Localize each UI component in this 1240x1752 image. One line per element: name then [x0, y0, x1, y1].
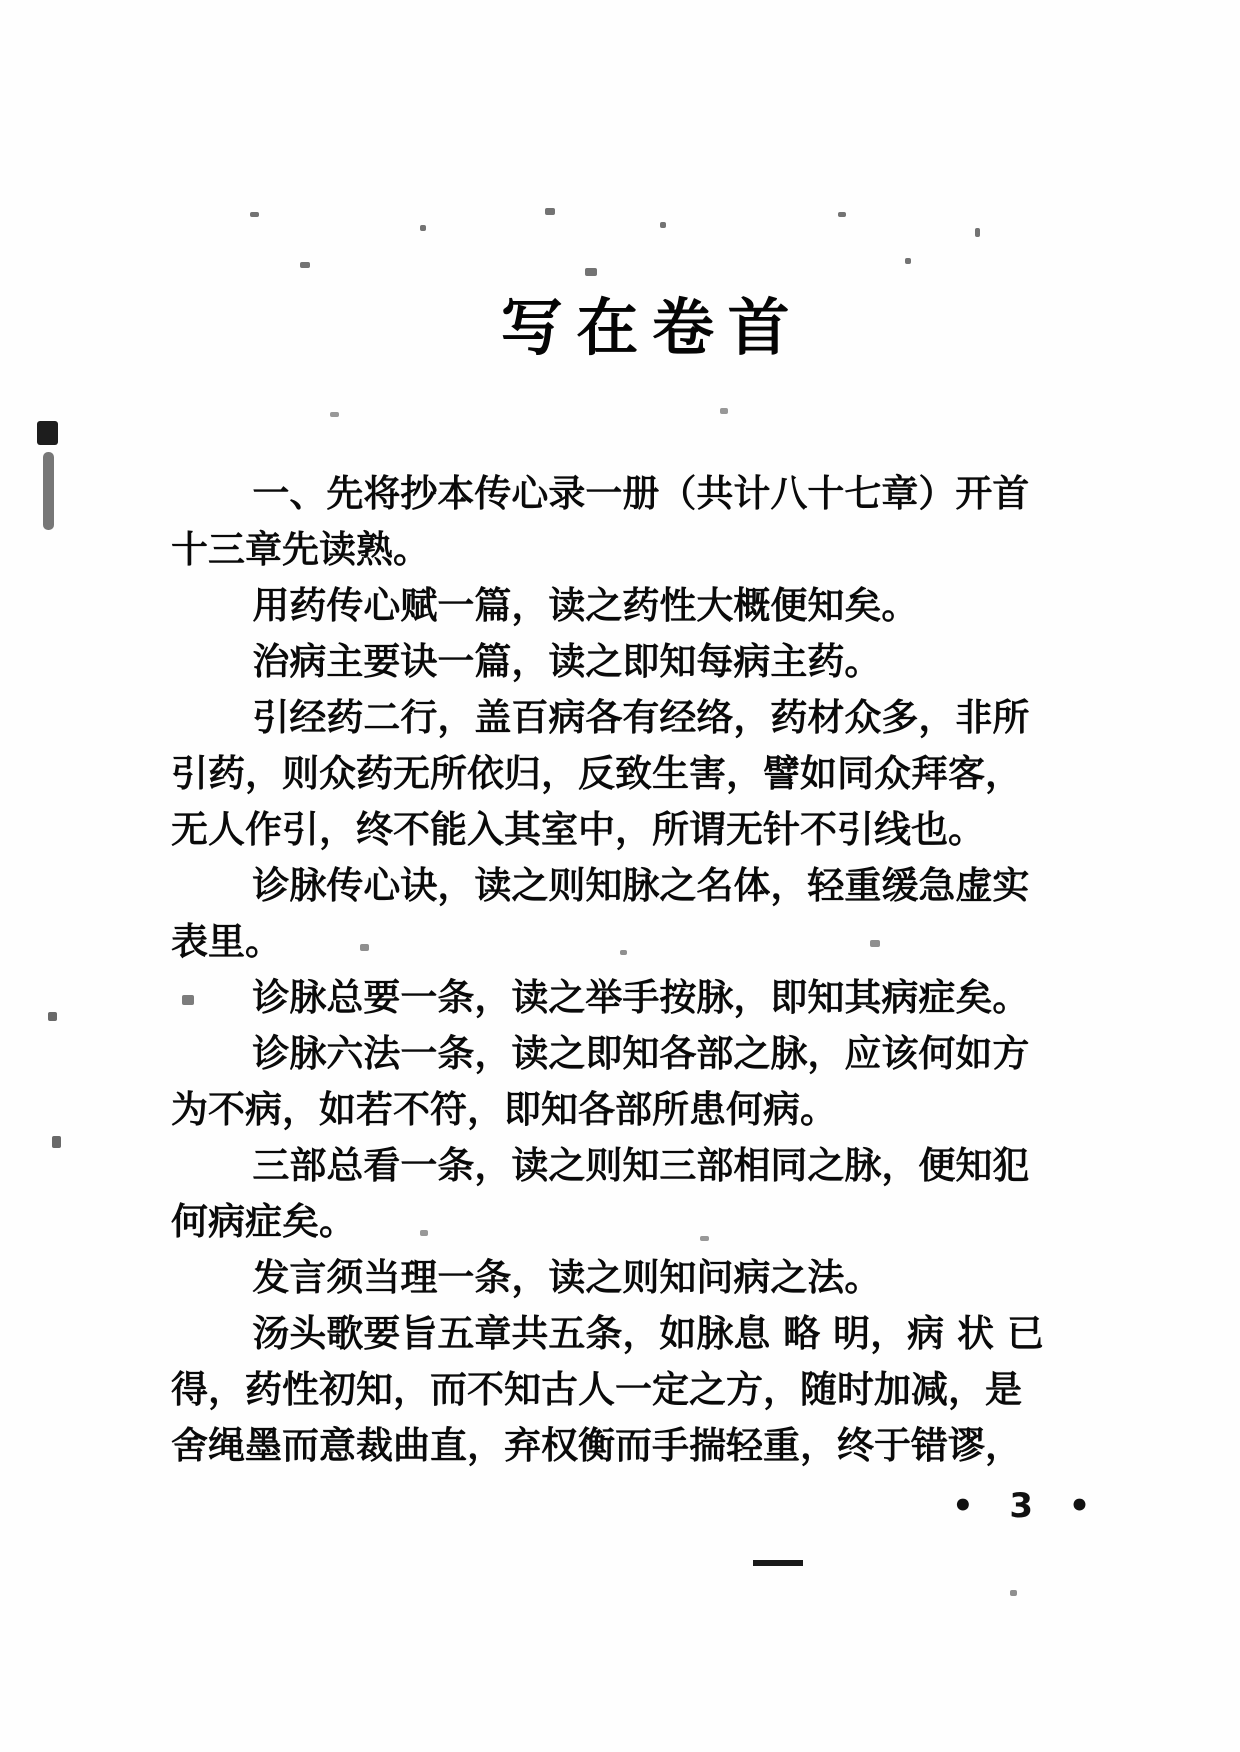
text-line: 舍绳墨而意裁曲直，弃权衡而手揣轻重，终于错谬， — [171, 1424, 1022, 1467]
scan-artifact — [48, 1012, 57, 1021]
scan-artifact — [250, 212, 259, 217]
scan-artifact — [420, 1230, 428, 1236]
scan-artifact — [620, 950, 627, 955]
scan-artifact — [1010, 1590, 1017, 1596]
text-line: 一、先将抄本传心录一册（共计八十七章）开首 — [252, 472, 1030, 515]
page-number: • 3 • — [952, 1486, 1103, 1526]
scan-artifact — [300, 262, 310, 268]
text-line: 为不病，如若不符，即知各部所患何病。 — [171, 1088, 837, 1131]
ink-smudge — [37, 421, 58, 445]
text-line: 诊脉传心诀，读之则知脉之名体，轻重缓急虚实 — [252, 864, 1030, 907]
scan-artifact — [838, 212, 846, 217]
text-line: 无人作引，终不能入其室中，所谓无针不引线也。 — [171, 808, 985, 851]
scan-artifact — [975, 228, 980, 237]
text-line: 表里。 — [171, 920, 282, 963]
text-line: 引经药二行，盖百病各有经络，药材众多，非所 — [252, 696, 1030, 739]
bottom-dash-mark — [753, 1560, 803, 1566]
scan-artifact — [720, 408, 728, 414]
ink-smudge — [43, 452, 54, 530]
scan-artifact — [545, 208, 555, 215]
text-line: 十三章先读熟。 — [171, 528, 430, 571]
scan-artifact — [182, 995, 194, 1005]
scan-artifact — [52, 1136, 61, 1148]
text-line: 何病症矣。 — [171, 1200, 356, 1243]
text-line: 诊脉总要一条，读之举手按脉，即知其病症矣。 — [252, 976, 1030, 1019]
scan-artifact — [870, 940, 880, 947]
scan-artifact — [420, 225, 426, 231]
scan-artifact — [660, 222, 666, 228]
text-line: 三部总看一条，读之则知三部相同之脉，便知犯 — [252, 1144, 1030, 1187]
text-line: 引药，则众药无所依归，反致生害，譬如同众拜客， — [171, 752, 1022, 795]
body-text — [171, 466, 1044, 1474]
scan-artifact — [585, 268, 597, 276]
text-line: 发言须当理一条，读之则知问病之法。 — [252, 1256, 882, 1299]
text-line: 治病主要诀一篇，读之即知每病主药。 — [252, 640, 882, 683]
page-title: 写在卷首 — [500, 291, 804, 364]
scan-artifact — [905, 258, 911, 264]
text-line: 用药传心赋一篇，读之药性大概便知矣。 — [252, 584, 919, 627]
text-line: 诊脉六法一条，读之即知各部之脉，应该何如方 — [252, 1032, 1030, 1075]
scan-artifact — [330, 412, 339, 417]
text-line: 汤头歌要旨五章共五条，如脉息 略 明，病 状 已 — [252, 1312, 1044, 1355]
text-line: 得，药性初知，而不知古人一定之方，随时加减，是 — [171, 1368, 1022, 1411]
scan-artifact — [700, 1236, 709, 1241]
scan-artifact — [360, 944, 369, 951]
